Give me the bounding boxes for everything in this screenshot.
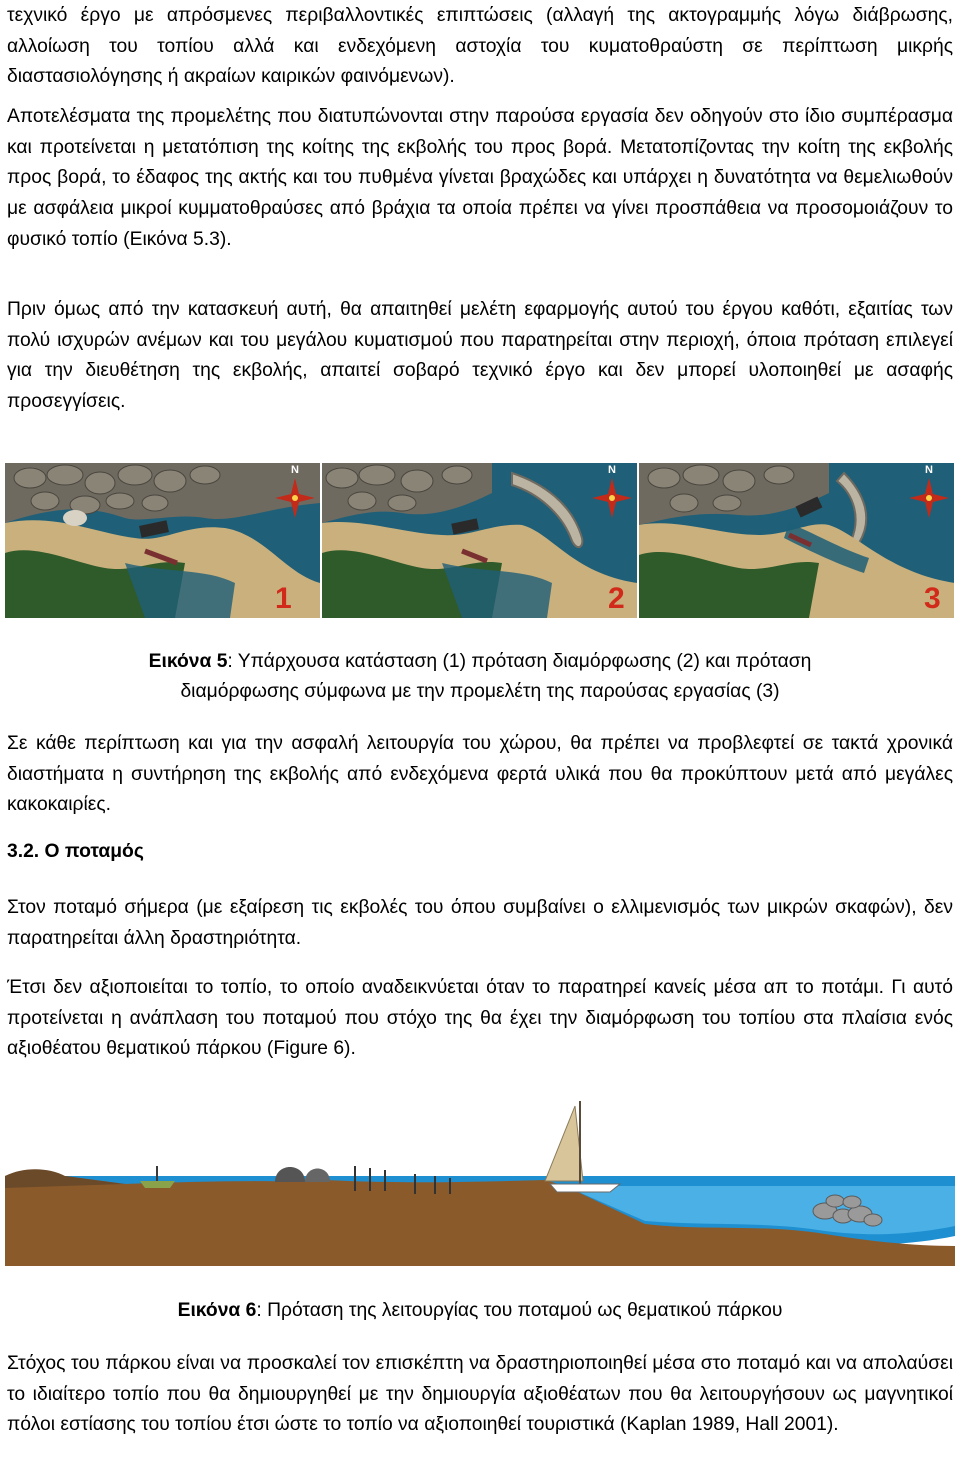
figure-6-label: Εικόνα 6 — [177, 1300, 257, 1321]
section-heading: 3.2. Ο ποταμός — [7, 841, 144, 862]
map-panel-3 — [639, 463, 954, 618]
paragraph-2: Αποτελέσματα της προμελέτης που διατυπώνονται στην παρούσα εργασία δεν οδηγούν στο ίδιο συμπέρασμα και προτείνεται η μετατόπιση της κοίτης της εκβολής του προς βορά. Μετατοπίζοντας την κοίτη της εκβολής προς βορά, το έδαφος της ακτής και του πυθμένα γίνεται βραχώδες και υπάρχει η δυνατότητα να θεμελιωθούν με ασφάλεια μικροί κυμματοθραύσες από βράχια τα οποία πρέπει να γίνει προσπάθεια να προσομοιάζουν το φυσικό τοπίο (Εικόνα 5.3). — [7, 106, 953, 250]
svg-text:N: N — [925, 464, 933, 476]
paragraph-7: Στόχος του πάρκου είναι να προσκαλεί τον επισκέπτη να δραστηριοποιηθεί μέσα στο ποταμό και να απολαύσει το ιδιαίτερο τοπίο που θα δημιουργηθεί με την δημιουργία αξιοθέατων που θα λειτουργήσουν ως μαγνητικοί πόλοι εστίασης του τοπίου έτσι ώστε το τοπίο να αξιοποιηθεί τουριστικά (Kaplan 1989, Hall 2001). — [7, 1353, 953, 1436]
panel-number-1: 1 — [275, 582, 292, 615]
figure-5-panels — [5, 463, 955, 618]
paragraph-1: τεχνικό έργο με απρόσμενες περιβαλλοντικές επιπτώσεις (αλλαγή της ακτογραμμής λόγω διάβρωσης, αλλοίωση του τοπίου αλλά και ενδεχόμενη αστοχία του κυματοθραύστη σε περίπτωση μικρής διαστασιολόγησης ή ακραίων καιρικών φαινόμενων). — [7, 5, 953, 88]
map-panel-1 — [5, 463, 320, 618]
map-panel-2-image — [322, 463, 637, 618]
figure-6-caption — [0, 1296, 960, 1326]
map-panel-2 — [322, 463, 637, 618]
map-panel-3-image — [639, 463, 954, 618]
paragraph-3: Πριν όμως από την κατασκευή αυτή, θα απαιτηθεί μελέτη εφαρμογής αυτού του έργου καθότι, εξαιτίας των πολύ ισχυρών ανέμων και του μεγάλου κυματισμού που παρατηρείται στην περιοχή, όποια πρόταση επιλεγεί για την διευθέτηση της εκβολής, απαιτεί σοβαρό τεχνικό έργο και δεν μπορεί υλοποιηθεί με ασαφής προσεγγίσεις. — [7, 299, 953, 413]
paragraph-5: Στον ποταμό σήμερα (με εξαίρεση τις εκβολές του όπου συμβαίνει ο ελλιμενισμός των μικρών σκαφών), δεν παρατηρείται άλλη δραστηριότητα. — [7, 897, 953, 949]
panel-number-3: 3 — [924, 582, 941, 615]
figure-5-caption-line-1: : Υπάρχουσα κατάσταση (1) πρόταση διαμόρφωσης (2) και πρόταση — [227, 651, 812, 672]
figure-6-illustration — [5, 1096, 955, 1266]
paragraph-6: Έτσι δεν αξιοποιείται το τοπίο, το οποίο αναδεικνύεται όταν το παρατηρεί κανείς μέσα απ το ποτάμι. Γι αυτό προτείνεται η ανάπλαση του ποταμού που στόχο της θα έχει την διαμόρφωση του τοπίου στα πλαίσια ενός αξιοθέατου θεματικού πάρκου (Figure 6). — [7, 977, 953, 1060]
panel-number-2: 2 — [608, 582, 625, 615]
figure-5-caption-line-2: διαμόρφωσης σύμφωνα με την προμελέτη της παρούσας εργασίας (3) — [180, 681, 780, 702]
figure-5-label: Εικόνα 5 — [148, 651, 228, 672]
svg-text:N: N — [608, 464, 616, 476]
svg-text:N: N — [291, 464, 299, 476]
paragraph-4: Σε κάθε περίπτωση και για την ασφαλή λειτουργία του χώρου, θα πρέπει να προβλεφτεί σε τακτά χρονικά διαστήματα η συντήρηση της εκβολής από ενδεχόμενα φερτά υλικά που θα προκύπτουν μετά από μεγάλες κακοκαιρίες. — [7, 733, 953, 816]
figure-6-caption-text: : Πρόταση της λειτουργίας του ποταμού ως θεματικού πάρκου — [256, 1300, 783, 1321]
map-panel-1-image — [5, 463, 320, 618]
figure-5-caption — [0, 647, 960, 707]
river-section-image — [5, 1096, 955, 1266]
